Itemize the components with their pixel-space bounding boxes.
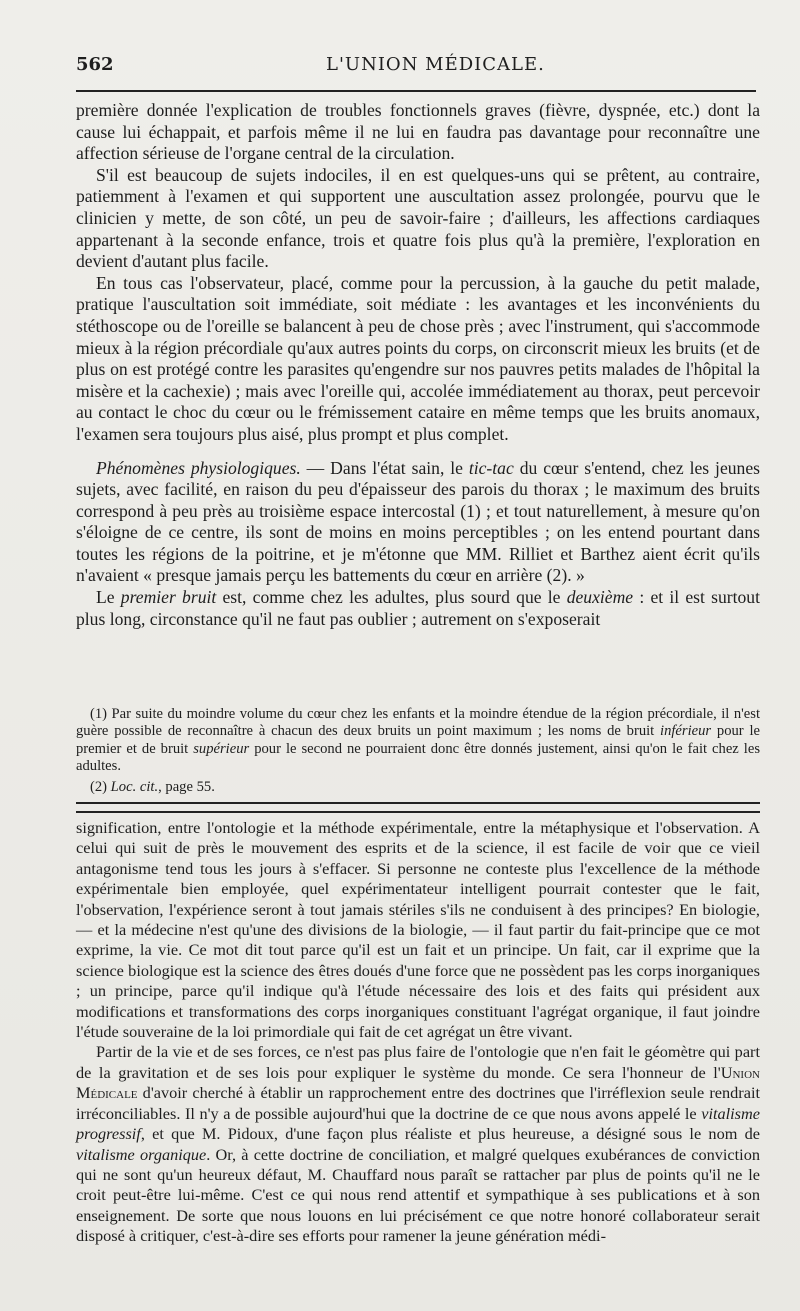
main-article-text xyxy=(76,100,760,630)
footnote-2: (2) Loc. cit., page 55. xyxy=(90,778,215,795)
header-rule xyxy=(76,90,756,92)
paragraph: Phénomènes physiologiques. — Dans l'état sain, le tic-tac du cœur s'entend, chez les jeunes sujets, avec facilité, en raison du peu d'épaisseur des parois du thorax ; le maximum des bruits correspond à peu près au troisième espace intercostal (1) ; et tout naturellement, à mesure qu'on s'éloigne de ce centre, ils sont de moins en moins perceptibles ; on les entend pourtant dans toutes les régions de la poitrine, et je m'étonne que MM. Rilliet et Barthez aient écrit qu'ils n'avaient « presque jamais perçu les battements du cœur en arrière (2). » xyxy=(76,457,761,586)
footnote-1: (1) Par suite du moindre volume du cœur chez les enfants et la moindre étendue de la région précordiale, il n'est guère possible de reconnaître à chacun des deux bruits un point maximum ; les noms de bruit inférieur pour le premier et de bruit supérieur pour le second ne pourraient donc être donnés justement, ainsi qu'on le fait chez les adultes. xyxy=(76,706,760,775)
feuilleton-separator xyxy=(76,802,760,813)
page-number: 562 xyxy=(76,54,114,75)
feuilleton-text xyxy=(76,818,760,1247)
paragraph: signification, entre l'ontologie et la méthode expérimentale, entre la métaphysique et l'observation. A celui qui suit de près le mouvement des esprits et de la science, il est facile de voir que ce vieil antagonisme tend tous les jours à s'effacer. Si personne ne conteste plus l'excellence de la méthode expérimentale bien employée, quel expérimentateur intelligent pourrait contester que le fait, l'observation, l'expérience seront à tout jamais stériles s'ils ne conduisent à des principes? En biologie, — et la médecine n'est qu'une des divisions de la biologie, — il faut partir du fait-principe que ce mot exprime, la vie. Ce mot dit tout parce qu'il est un fait et un principe. Un fait, car il exprime que la science biologique est la science des êtres doués d'une force que ne possèdent pas les corps inorganiques ; un principe, parce qu'il indique qu'à l'étude nécessaire des lois et des faits qui président aux modifications et transformations des corps inorganiques constituant l'agrégat organique, il faut joindre l'étude souveraine de la loi primordiale qui fait de cet agrégat un être vivant. xyxy=(76,818,760,1042)
paragraph: En tous cas l'observateur, placé, comme pour la percussion, à la gauche du petit malade, pratique l'auscultation soit immédiate, soit médiate : les avantages et les inconvénients du stéthoscope ou de l'oreille se balancent à peu de chose près ; avec l'instrument, qui s'accommode mieux à la région précordiale qu'aux autres points du corps, on circonscrit mieux les bruits (et de plus on est protégé contre les parasites qu'engendre sur nos pauvres petits malades de l'hôpital la misère et la cachexie) ; mais avec l'oreille qui, accolée immédiatement au thorax, peut percevoir au contact le choc du cœur ou le frémissement cataire en même temps que les bruits anomaux, l'examen sera toujours plus aisé, plus prompt et plus complet. xyxy=(76,272,760,444)
paragraph: Le premier bruit est, comme chez les adultes, plus sourd que le deuxième : et il est surtout plus long, circonstance qu'il ne faut pas oublier ; autrement on s'exposerait xyxy=(76,587,760,629)
footnotes xyxy=(76,706,760,799)
paragraph: première donnée l'explication de troubles fonctionnels graves (fièvre, dyspnée, etc.) dont la cause lui échappait, et parfois même il ne lui en faudra pas davantage pour reconnaître une affection sérieuse de l'organe central de la circulation. xyxy=(76,100,760,164)
paragraph: S'il est beaucoup de sujets indociles, il en est quelques-uns qui se prêtent, au contraire, patiemment à l'examen et qui supportent une auscultation assez prolongée, pourvu que le clinicien y mette, de son côté, un peu de savoir-faire ; d'ailleurs, les affections cardiaques appartenant à la seconde enfance, trois et quatre fois plus qu'à la première, l'exploration en devient d'autant plus facile. xyxy=(76,164,760,272)
page-header xyxy=(76,50,756,84)
section-heading: Phénomènes physiologiques. xyxy=(96,457,301,478)
running-title: L'UNION MÉDICALE. xyxy=(326,54,545,75)
paragraph: Partir de la vie et de ses forces, ce n'est pas plus faire de l'ontologie que n'en fait le géomètre qui part de la gravitation et de ses lois pour expliquer le système du monde. Ce sera l'honneur de l'Union Médicale d'avoir cherché à établir un rapprochement entre des doctrines que l'irréflexion seule rendrait irréconciliables. Il n'y a de possible aujourd'hui que la doctrine de ce que nous avons appelé le vitalisme progressif, et que M. Pidoux, d'une façon plus réaliste et plus heureuse, a désigné sous le nom de vitalisme organique. Or, à cette doctrine de conciliation, et malgré quelques exubérances de conviction qui ne sont qu'un heureux défaut, M. Chauffard nous paraît se rattacher par plus de points qu'il ne le croit peut-être lui-même. C'est ce qui nous rend attentif et sympathique à ses publications et à son enseignement. De sorte que nous louons en lui précisément ce que notre honoré collaborateur serait disposé à critiquer, c'est-à-dire ses efforts pour ramener la jeune génération médi- xyxy=(76,1042,760,1246)
